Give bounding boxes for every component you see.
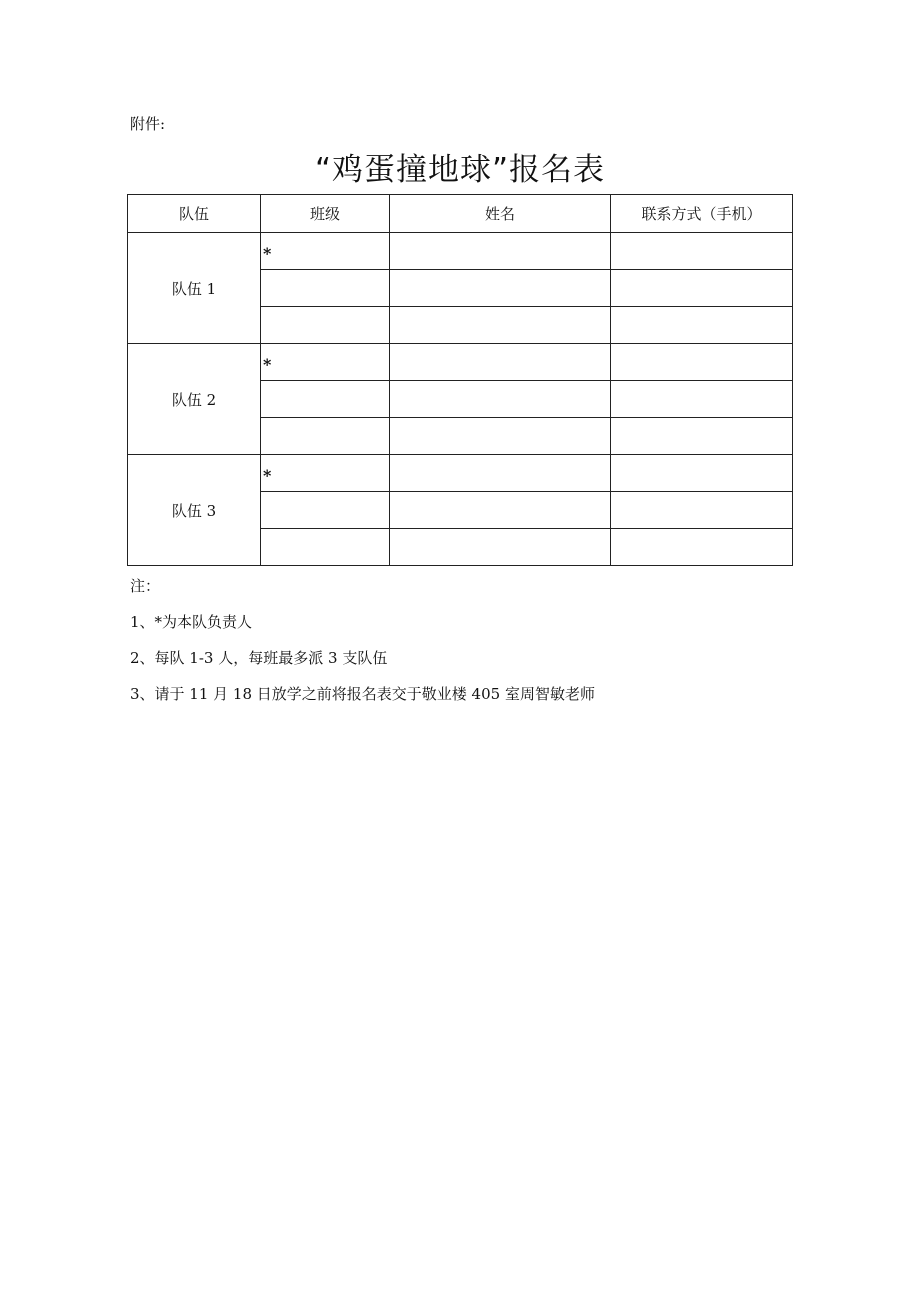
note-item: 1、*为本队负责人 [130, 613, 253, 631]
class-cell[interactable] [261, 270, 390, 307]
class-cell[interactable] [261, 492, 390, 529]
header-team: 队伍 [128, 195, 261, 233]
contact-cell[interactable] [611, 492, 793, 529]
table-header-row [128, 195, 793, 233]
class-cell[interactable] [261, 418, 390, 455]
name-cell[interactable] [390, 418, 611, 455]
team-name-cell: 队伍 2 [128, 344, 261, 455]
name-cell[interactable] [390, 492, 611, 529]
name-cell[interactable] [390, 455, 611, 492]
header-contact: 联系方式（手机） [611, 195, 793, 233]
leader-mark: * [263, 243, 272, 263]
name-cell[interactable] [390, 529, 611, 566]
name-cell[interactable] [390, 344, 611, 381]
table-row [128, 344, 793, 381]
contact-cell[interactable] [611, 381, 793, 418]
notes-section [130, 576, 595, 720]
form-title: “鸡蛋撞地球”报名表 [314, 152, 606, 188]
contact-cell[interactable] [611, 233, 793, 270]
team-name-cell: 队伍 1 [128, 233, 261, 344]
contact-cell[interactable] [611, 418, 793, 455]
contact-cell[interactable] [611, 270, 793, 307]
signup-table [127, 194, 793, 566]
class-cell[interactable] [261, 455, 390, 492]
name-cell[interactable] [390, 270, 611, 307]
header-name: 姓名 [390, 195, 611, 233]
contact-cell[interactable] [611, 529, 793, 566]
team-name-cell: 队伍 3 [128, 455, 261, 566]
class-cell[interactable] [261, 381, 390, 418]
table-row [128, 233, 793, 270]
contact-cell[interactable] [611, 307, 793, 344]
notes-heading: 注： [130, 577, 161, 595]
attachment-label: 附件: [130, 115, 166, 133]
class-cell[interactable] [261, 233, 390, 270]
contact-cell[interactable] [611, 455, 793, 492]
note-item: 2、每队 1-3 人，每班最多派 3 支队伍 [130, 649, 388, 667]
class-cell[interactable] [261, 307, 390, 344]
name-cell[interactable] [390, 307, 611, 344]
table-row [128, 455, 793, 492]
name-cell[interactable] [390, 381, 611, 418]
name-cell[interactable] [390, 233, 611, 270]
leader-mark: * [263, 465, 272, 485]
note-item: 3、请于 11 月 18 日放学之前将报名表交于敬业楼 405 室周智敏老师 [130, 685, 595, 703]
contact-cell[interactable] [611, 344, 793, 381]
header-class: 班级 [261, 195, 390, 233]
class-cell[interactable] [261, 344, 390, 381]
leader-mark: * [263, 354, 272, 374]
class-cell[interactable] [261, 529, 390, 566]
